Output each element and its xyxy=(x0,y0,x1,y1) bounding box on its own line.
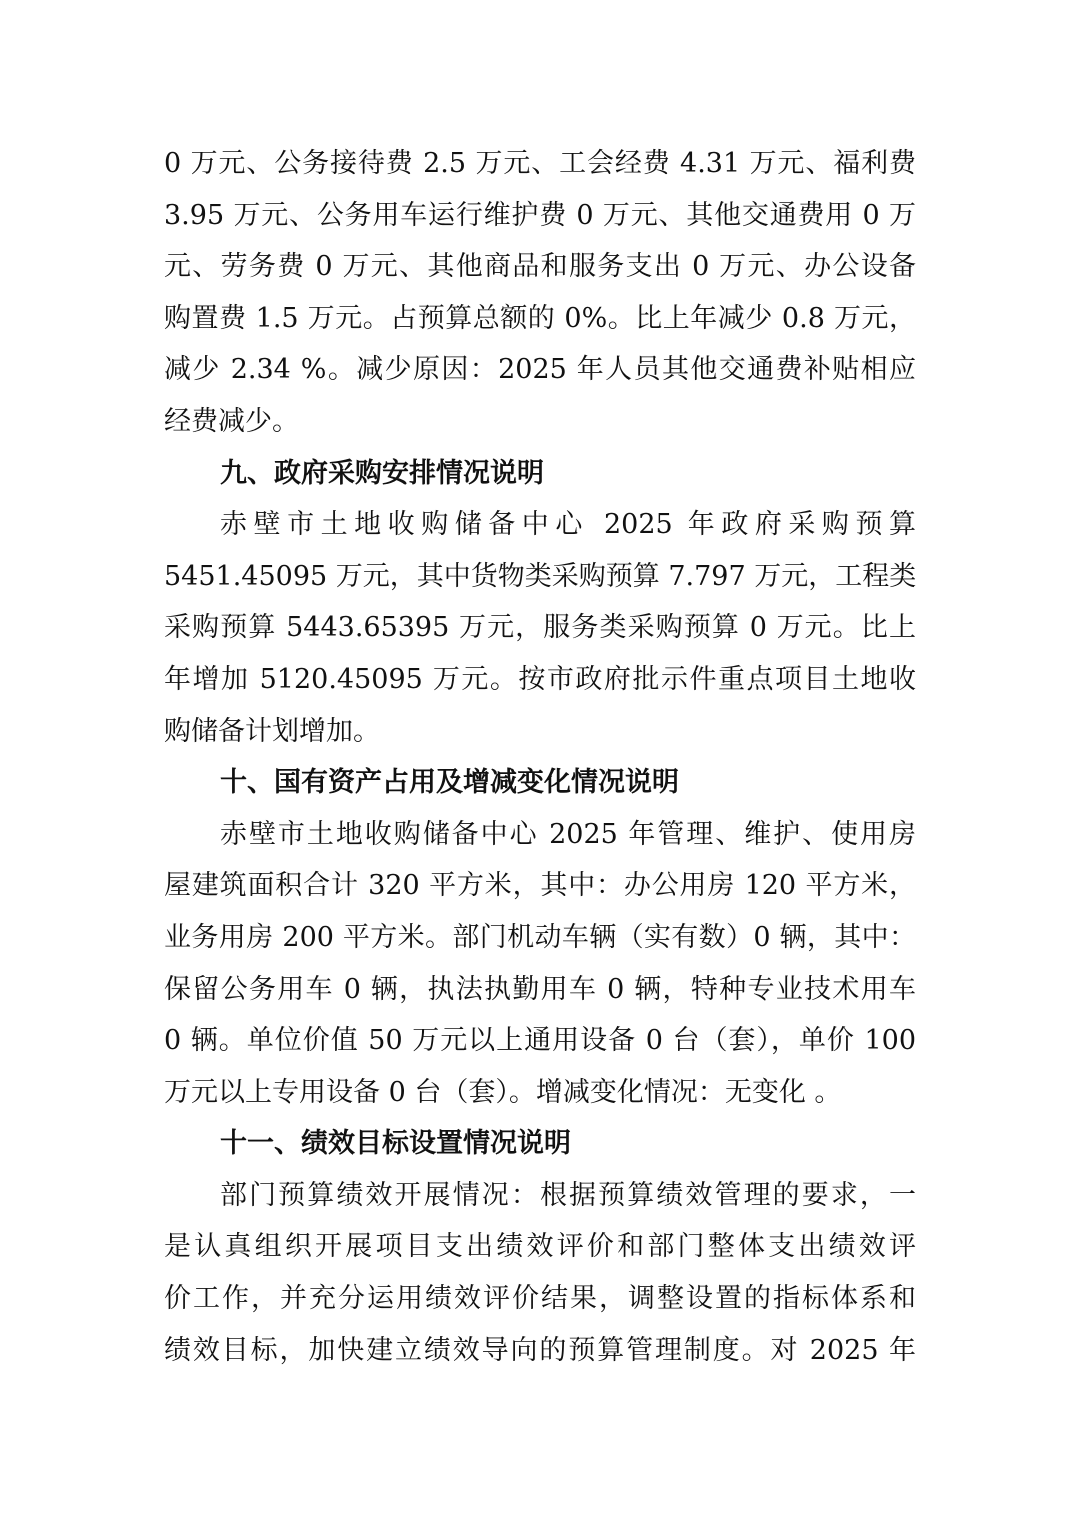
section-heading-10: 十、国有资产占用及增减变化情况说明 xyxy=(220,767,679,799)
paragraph-line: 购储备计划增加。 xyxy=(164,715,380,747)
paragraph-line: 经费减少。 xyxy=(164,405,299,437)
paragraph-line: 部门预算绩效开展情况：根据预算绩效管理的要求，一 xyxy=(220,1179,916,1211)
paragraph-line: 3.95 万元、公务用车运行维护费 0 万元、其他交通费用 0 万 xyxy=(164,199,916,231)
paragraph-line: 年增加 5120.45095 万元。按市政府批示件重点项目土地收 xyxy=(164,663,916,695)
paragraph-line: 0 万元、公务接待费 2.5 万元、工会经费 4.31 万元、福利费 xyxy=(164,148,916,179)
paragraph-line: 元、劳务费 0 万元、其他商品和服务支出 0 万元、办公设备 xyxy=(164,251,916,283)
paragraph-line: 价工作，并充分运用绩效评价结果，调整设置的指标体系和 xyxy=(164,1283,916,1315)
paragraph-line: 绩效目标，加快建立绩效导向的预算管理制度。对 2025 年 xyxy=(164,1334,916,1366)
paragraph-line: 万元以上专用设备 0 台（套）。增减变化情况：无变化 。 xyxy=(164,1076,842,1108)
paragraph-line: 购置费 1.5 万元。占预算总额的 0%。比上年减少 0.8 万元， xyxy=(164,302,916,334)
paragraph-line: 5451.45095 万元，其中货物类采购预算 7.797 万元，工程类 xyxy=(164,560,916,592)
document-body xyxy=(164,138,916,1376)
paragraph-line: 赤壁市土地收购储备中心 2025 年管理、维护、使用房 xyxy=(220,818,916,850)
paragraph-line: 是认真组织开展项目支出绩效评价和部门整体支出绩效评 xyxy=(164,1231,916,1263)
paragraph-line: 采购预算 5443.65395 万元，服务类采购预算 0 万元。比上 xyxy=(164,612,916,644)
paragraph-line: 业务用房 200 平方米。部门机动车辆（实有数）0 辆，其中： xyxy=(164,921,916,953)
paragraph-line: 保留公务用车 0 辆，执法执勤用车 0 辆，特种专业技术用车 xyxy=(164,973,916,1005)
paragraph-line: 赤壁市土地收购储备中心 2025 年政府采购预算 xyxy=(220,509,916,541)
paragraph-line: 屋建筑面积合计 320 平方米，其中：办公用房 120 平方米， xyxy=(164,870,916,902)
paragraph-line: 减少 2.34 %。减少原因：2025 年人员其他交通费补贴相应 xyxy=(164,354,916,386)
section-heading-11: 十一、绩效目标设置情况说明 xyxy=(220,1128,571,1160)
paragraph-line: 0 辆。单位价值 50 万元以上通用设备 0 台（套），单价 100 xyxy=(164,1025,916,1057)
section-heading-9: 九、政府采购安排情况说明 xyxy=(220,457,544,489)
